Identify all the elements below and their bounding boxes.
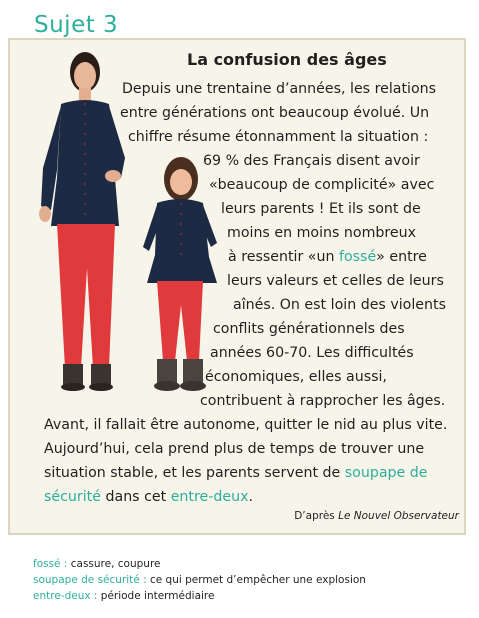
glossary-definition: période intermédiaire [97,590,215,602]
glossary-term: fossé : [33,558,68,570]
term-fosse: fossé [338,249,377,265]
article-source: D’après Le Nouvel Observateur [294,510,459,522]
glossary-definition: ce qui permet d’empêcher une explosion [146,574,366,586]
text-line: Avant, il fallait être autonome, quitter le nid au plus vite. [44,417,448,433]
text-line: moins en moins nombreux [227,225,417,241]
glossary-item [33,590,214,602]
text-line: années 60-70. Les difficultés [210,345,414,361]
term-entre-deux: entre-deux [170,489,249,505]
text-line: conflits générationnels des [213,321,405,337]
glossary-term: soupape de sécurité : [33,574,147,586]
text-line: sécurité dans cet entre-deux. [44,489,253,505]
text-line: «beaucoup de complicité» avec [209,177,435,193]
glossary-item [33,558,161,570]
glossary-term: entre-deux : [33,590,98,602]
text-line: à ressentir «un fossé» entre [228,249,427,265]
text-line: économiques, elles aussi, [205,369,387,385]
text-line: contribuent à rapprocher les âges. [200,393,446,409]
text-line: 69 % des Français disent avoir [203,153,420,169]
text-line: aînés. On est loin des violents [233,297,446,313]
text-line: chiffre résume étonnamment la situation : [128,129,429,145]
text-line: leurs valeurs et celles de leurs [227,273,444,289]
text-line: leurs parents ! Et ils sont de [221,201,421,217]
glossary-item [33,574,366,586]
sujet-heading: Sujet 3 [34,12,119,38]
text-line: entre générations ont beaucoup évolué. Un [120,105,430,121]
woman-photo [33,48,133,393]
term-securite: sécurité [44,489,101,505]
term-soupape: soupape de [344,465,428,481]
text-line: situation stable, et les parents servent de soupape de [44,465,428,481]
text-line: Aujourd’hui, cela prend plus de temps de trouver une [44,441,425,457]
text-line: Depuis une trentaine d’années, les relations [122,81,437,97]
article-title: La confusion des âges [187,50,387,69]
glossary-definition: cassure, coupure [67,558,161,570]
girl-photo [137,155,219,395]
